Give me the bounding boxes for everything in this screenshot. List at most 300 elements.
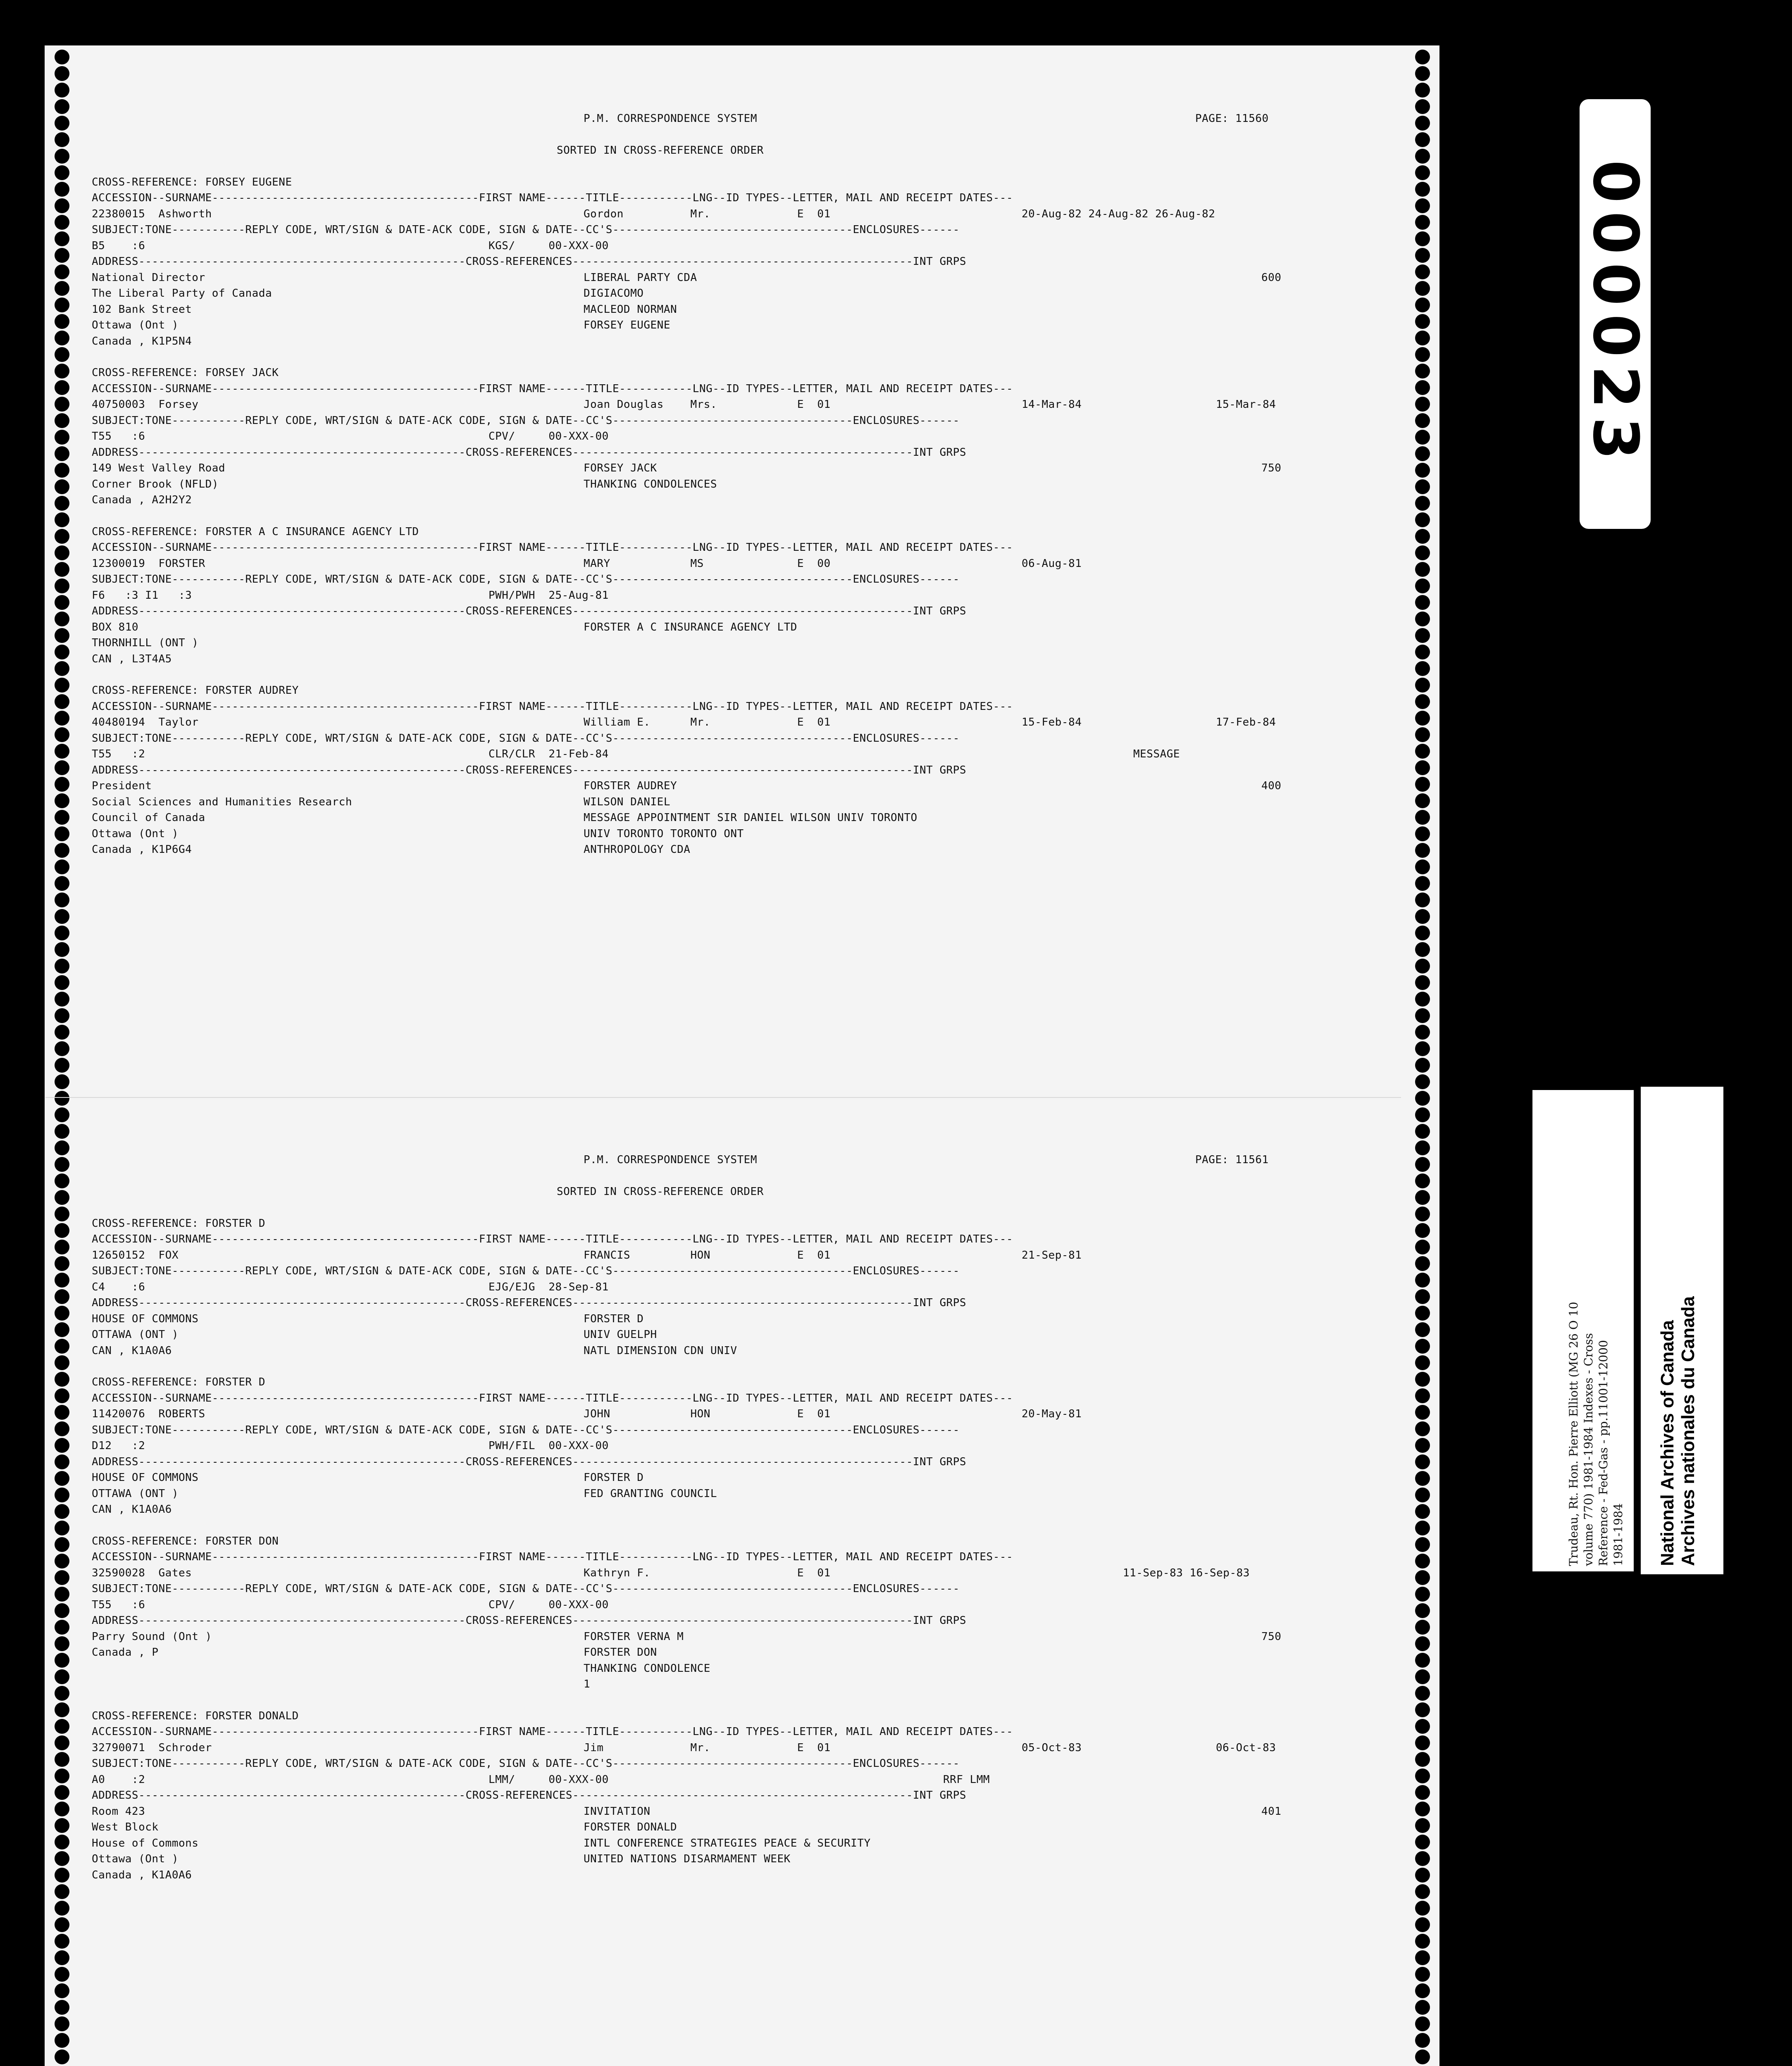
feed-hole <box>55 1768 69 1783</box>
feed-hole <box>1415 1074 1430 1089</box>
record-field: FORSEY EUGENE <box>584 319 670 331</box>
feed-hole <box>1415 1190 1430 1205</box>
feed-hole <box>1415 843 1430 858</box>
record-field: THORNHILL (ONT ) <box>92 637 199 649</box>
feed-hole <box>1415 1421 1430 1436</box>
record-line <box>92 206 1389 222</box>
feed-hole <box>1415 1289 1430 1304</box>
feed-hole <box>55 1074 69 1089</box>
record-line <box>92 1597 1389 1613</box>
feed-hole <box>1415 1405 1430 1420</box>
feed-hole <box>1415 1438 1430 1453</box>
feed-hole <box>1415 1587 1430 1602</box>
feed-hole <box>1415 2049 1430 2064</box>
record-field: Parry Sound (Ont ) <box>92 1630 212 1643</box>
record-field: SUBJECT:TONE-----------REPLY CODE, WRT/SIGN & DATE-ACK CODE, SIGN & DATE--CC'S------------------------------------ENCLOSURES------ <box>92 1757 960 1770</box>
cross-reference-heading: CROSS-REFERENCE: FORSTER A C INSURANCE AGENCY LTD <box>92 525 419 538</box>
feed-hole <box>1415 661 1430 676</box>
feed-hole <box>55 99 69 114</box>
record-field: Canada , K1P5N4 <box>92 335 192 348</box>
feed-hole <box>55 1388 69 1403</box>
feed-hole <box>55 1537 69 1552</box>
feed-hole <box>55 83 69 98</box>
feed-hole <box>1415 1851 1430 1866</box>
record-field: SUBJECT:TONE-----------REPLY CODE, WRT/SIGN & DATE-ACK CODE, SIGN & DATE--CC'S------------------------------------ENCLOSURES------ <box>92 732 960 745</box>
feed-hole <box>1415 182 1430 197</box>
feed-hole <box>55 645 69 659</box>
feed-hole <box>55 1868 69 1883</box>
record-line <box>92 1581 1389 1597</box>
feed-hole <box>55 727 69 742</box>
feed-hole <box>55 1289 69 1304</box>
record-field: 15-Feb-84 <box>1022 716 1082 728</box>
feed-hole <box>55 1421 69 1436</box>
record-line <box>92 556 1389 572</box>
feed-hole <box>55 1818 69 1833</box>
record-field: 750 <box>1261 462 1282 474</box>
feed-hole <box>1415 1223 1430 1238</box>
feed-hole <box>55 347 69 362</box>
record-line <box>92 1661 1389 1677</box>
feed-hole <box>1415 694 1430 709</box>
feed-hole <box>55 926 69 940</box>
record-line <box>92 1772 1389 1788</box>
feed-hole <box>55 777 69 792</box>
record-line <box>92 778 1389 794</box>
record-field: LIBERAL PARTY CDA <box>584 271 697 284</box>
feed-hole <box>1415 50 1430 64</box>
record-field: T55 :2 <box>92 748 145 760</box>
feed-hole <box>55 1521 69 1535</box>
feed-hole <box>55 1058 69 1073</box>
feed-hole <box>1415 1025 1430 1040</box>
feed-hole <box>55 1157 69 1172</box>
feed-hole <box>1415 496 1430 511</box>
record-line <box>92 1676 1389 1692</box>
feed-hole <box>55 975 69 990</box>
feed-hole <box>1415 1752 1430 1767</box>
feed-hole <box>1415 1818 1430 1833</box>
record-field: MESSAGE APPOINTMENT SIR DANIEL WILSON UNIV TORONTO <box>584 812 917 824</box>
archive-description <box>1566 1302 1626 1566</box>
feed-hole <box>1415 727 1430 742</box>
cross-reference-heading: CROSS-REFERENCE: FORSTER DONALD <box>92 1709 299 1722</box>
feed-hole <box>55 1207 69 1221</box>
feed-hole <box>55 826 69 841</box>
feed-hole <box>55 744 69 759</box>
record-line <box>92 1231 1389 1247</box>
record-line <box>92 1565 1389 1581</box>
feed-hole <box>55 1901 69 1916</box>
record-field: 14-Mar-84 <box>1022 398 1082 411</box>
record-line <box>92 1756 1389 1772</box>
record-field: JOHN HON E 01 <box>584 1408 831 1420</box>
record-line <box>92 1279 1389 1295</box>
record-field: ACCESSION--SURNAME----------------------------------------FIRST NAME------TITLE-----------LNG--ID TYPES--LETTER, MAIL AND RECEIPT DATES--- <box>92 192 1013 204</box>
record-field: 20-May-81 <box>1022 1408 1082 1420</box>
feed-hole <box>1415 926 1430 940</box>
feed-hole <box>55 1934 69 1949</box>
record-field: ADDRESS-------------------------------------------------CROSS-REFERENCES---------------------------------------------------INT GRPS <box>92 446 967 459</box>
record-field: Canada , A2H2Y2 <box>92 494 192 506</box>
feed-hole <box>1415 1322 1430 1337</box>
feed-hole <box>55 562 69 577</box>
record-field: ACCESSION--SURNAME----------------------------------------FIRST NAME------TITLE-----------LNG--ID TYPES--LETTER, MAIL AND RECEIPT DATES--- <box>92 382 1013 395</box>
feed-hole <box>55 1438 69 1453</box>
system-title: P.M. CORRESPONDENCE SYSTEM <box>584 112 757 125</box>
index-record <box>92 683 1389 858</box>
system-title: P.M. CORRESPONDENCE SYSTEM <box>584 1154 757 1166</box>
feed-hole <box>55 1190 69 1205</box>
feed-hole <box>1415 529 1430 544</box>
feed-hole <box>1415 1471 1430 1486</box>
record-field: D12 :2 <box>92 1440 145 1452</box>
record-line <box>92 1629 1389 1645</box>
record-field: 11-Sep-83 16-Sep-83 <box>1123 1566 1250 1579</box>
feed-hole <box>55 116 69 131</box>
record-line <box>92 1438 1389 1454</box>
record-field: FORSTER VERNA M <box>584 1630 684 1643</box>
feed-hole <box>55 1140 69 1155</box>
feed-hole <box>1415 1388 1430 1403</box>
record-field: 1 <box>584 1678 591 1690</box>
index-record <box>92 174 1389 350</box>
record-field: UNIV TORONTO TORONTO ONT <box>584 827 744 840</box>
feed-hole <box>1415 215 1430 230</box>
feed-hole <box>1415 959 1430 973</box>
record-line <box>92 1851 1389 1867</box>
feed-hole <box>55 66 69 81</box>
feed-hole <box>55 711 69 726</box>
feed-hole <box>1415 1058 1430 1073</box>
record-line <box>92 286 1389 302</box>
record-line <box>92 222 1389 238</box>
record-field: SUBJECT:TONE-----------REPLY CODE, WRT/SIGN & DATE-ACK CODE, SIGN & DATE--CC'S------------------------------------ENCLOSURES------ <box>92 414 960 427</box>
feed-hole <box>55 2016 69 2031</box>
feed-hole <box>55 810 69 825</box>
archive-line-1: Trudeau, Rt. Hon. Pierre Elliott (MG 26 O 10 <box>1567 1302 1580 1566</box>
feed-hole <box>1415 347 1430 362</box>
feed-hole <box>55 1752 69 1767</box>
record-line <box>92 1247 1389 1264</box>
record-line <box>92 1645 1389 1661</box>
feed-hole <box>55 1570 69 1585</box>
feed-hole <box>55 479 69 494</box>
record-field: FORSTER A C INSURANCE AGENCY LTD <box>584 621 797 633</box>
record-field: ADDRESS-------------------------------------------------CROSS-REFERENCES---------------------------------------------------INT GRPS <box>92 764 967 776</box>
feed-hole <box>1415 545 1430 560</box>
record-field: The Liberal Party of Canada <box>92 287 272 300</box>
record-field: William E. Mr. E 01 <box>584 716 831 728</box>
feed-hole <box>1415 1653 1430 1668</box>
feed-hole <box>55 1587 69 1602</box>
feed-hole <box>55 1950 69 1965</box>
feed-hole <box>55 1454 69 1469</box>
feed-hole <box>1415 248 1430 263</box>
feed-hole <box>1415 1702 1430 1717</box>
record-field: 15-Mar-84 <box>1216 398 1276 411</box>
record-field: EJG/EJG 28-Sep-81 <box>489 1281 609 1293</box>
index-record <box>92 1708 1389 1883</box>
record-line <box>92 714 1389 731</box>
feed-hole <box>55 1702 69 1717</box>
record-line <box>92 492 1389 508</box>
feed-hole <box>55 1041 69 1056</box>
record-field: CPV/ 00-XXX-00 <box>489 430 609 443</box>
record-field: 102 Bank Street <box>92 303 192 316</box>
feed-hole <box>1415 1240 1430 1254</box>
record-field: OTTAWA (ONT ) <box>92 1487 179 1500</box>
index-record <box>92 1533 1389 1692</box>
feed-hole <box>55 149 69 164</box>
feed-hole <box>1415 132 1430 147</box>
record-field: FED GRANTING COUNCIL <box>584 1487 717 1500</box>
feed-hole <box>55 595 69 610</box>
record-line <box>92 381 1389 397</box>
feed-hole <box>1415 1041 1430 1056</box>
record-field: Kathryn F. E 01 <box>584 1566 831 1579</box>
record-line <box>92 413 1389 429</box>
perforation-line <box>45 1097 1401 1098</box>
record-line <box>92 588 1389 604</box>
feed-hole <box>55 678 69 693</box>
record-field: 12650152 FOX <box>92 1249 179 1261</box>
feed-hole <box>55 1967 69 1982</box>
record-line <box>92 619 1389 636</box>
record-field: F6 :3 I1 :3 <box>92 589 192 602</box>
record-line <box>92 1406 1389 1422</box>
record-line <box>92 810 1389 826</box>
feed-hole <box>1415 1901 1430 1916</box>
record-line <box>92 445 1389 461</box>
feed-hole <box>55 264 69 279</box>
feed-hole <box>55 760 69 775</box>
feed-hole <box>1415 1554 1430 1569</box>
feed-hole <box>55 1124 69 1139</box>
cross-reference-heading: CROSS-REFERENCE: FORSEY EUGENE <box>92 176 292 188</box>
record-field: MARY MS E 00 <box>584 557 831 570</box>
record-field: THANKING CONDOLENCE <box>584 1662 710 1675</box>
feed-hole <box>55 2049 69 2064</box>
feed-hole <box>55 2033 69 2048</box>
record-line <box>92 1788 1389 1804</box>
feed-hole <box>1415 2033 1430 2048</box>
cross-reference-heading: CROSS-REFERENCE: FORSEY JACK <box>92 367 279 379</box>
index-record <box>92 1216 1389 1359</box>
record-field: 17-Feb-84 <box>1216 716 1276 728</box>
feed-hole <box>1415 66 1430 81</box>
feed-hole <box>1415 595 1430 610</box>
record-line <box>92 1311 1389 1327</box>
cross-reference-heading: CROSS-REFERENCE: FORSTER D <box>92 1217 265 1230</box>
feed-hole <box>55 1620 69 1635</box>
record-field: FORSTER DONALD <box>584 1821 677 1833</box>
feed-hole <box>1415 430 1430 445</box>
feed-hole <box>1415 1107 1430 1122</box>
record-line <box>92 762 1389 778</box>
record-field: ANTHROPOLOGY CDA <box>584 843 691 856</box>
index-record <box>92 524 1389 667</box>
record-field: 401 <box>1261 1805 1282 1818</box>
feed-hole <box>55 1355 69 1370</box>
feed-hole <box>55 331 69 345</box>
feed-hole <box>55 380 69 395</box>
record-field: CAN , K1A0A6 <box>92 1344 172 1357</box>
feed-hole <box>1415 562 1430 577</box>
feed-hole <box>55 1835 69 1849</box>
record-line <box>92 1454 1389 1470</box>
record-line <box>92 238 1389 254</box>
institution-fr: Archives nationales du Canada <box>1678 1296 1698 1566</box>
record-field: ACCESSION--SURNAME----------------------------------------FIRST NAME------TITLE-----------LNG--ID TYPES--LETTER, MAIL AND RECEIPT DATES--- <box>92 700 1013 713</box>
page-number: PAGE: 11560 <box>1195 112 1269 125</box>
record-field: Corner Brook (NFLD) <box>92 478 219 490</box>
record-field: PWH/PWH 25-Aug-81 <box>489 589 609 602</box>
feed-hole <box>55 364 69 378</box>
frame-number-text: 000023 <box>1579 159 1651 469</box>
cross-reference-heading: CROSS-REFERENCE: FORSTER DON <box>92 1535 279 1547</box>
record-line <box>92 333 1389 350</box>
feed-hole <box>1415 479 1430 494</box>
feed-hole <box>1415 1785 1430 1800</box>
feed-hole <box>1415 612 1430 626</box>
feed-hole <box>1415 1669 1430 1684</box>
cross-reference-heading: CROSS-REFERENCE: FORSTER AUDREY <box>92 684 299 697</box>
record-field: ACCESSION--SURNAME----------------------------------------FIRST NAME------TITLE-----------LNG--ID TYPES--LETTER, MAIL AND RECEIPT DATES--- <box>92 1726 1013 1738</box>
sort-order: SORTED IN CROSS-REFERENCE ORDER <box>557 144 764 157</box>
feed-hole <box>55 1223 69 1238</box>
feed-hole <box>55 876 69 891</box>
record-line <box>92 1867 1389 1883</box>
frame-number <box>1580 99 1651 529</box>
feed-hole <box>55 198 69 213</box>
record-field: Jim Mr. E 01 <box>584 1741 831 1754</box>
feed-hole <box>55 1719 69 1734</box>
feed-hole <box>1415 760 1430 775</box>
feed-hole <box>55 1306 69 1321</box>
feed-hole <box>1415 165 1430 180</box>
record-field: Room 423 <box>92 1805 145 1818</box>
record-line <box>92 476 1389 493</box>
feed-hole <box>55 1686 69 1701</box>
feed-hole <box>1415 116 1430 131</box>
feed-hole <box>55 512 69 527</box>
record-line <box>92 1422 1389 1438</box>
record-field: Gordon Mr. E 01 <box>584 207 831 220</box>
feed-hole <box>55 1851 69 1866</box>
record-field: President <box>92 780 152 792</box>
feed-hole <box>1415 1735 1430 1750</box>
feed-hole <box>55 1884 69 1899</box>
feed-hole <box>1415 397 1430 412</box>
record-line <box>92 794 1389 810</box>
record-field: UNITED NATIONS DISARMAMENT WEEK <box>584 1853 791 1865</box>
record-field: ADDRESS-------------------------------------------------CROSS-REFERENCES---------------------------------------------------INT GRPS <box>92 1614 967 1627</box>
feed-hole <box>55 215 69 230</box>
feed-hole <box>1415 1339 1430 1354</box>
record-field: 40750003 Forsey <box>92 398 199 411</box>
record-field: HOUSE OF COMMONS <box>92 1471 199 1484</box>
record-field: Canada , K1P6G4 <box>92 843 192 856</box>
feed-hole <box>1415 1372 1430 1387</box>
feed-hole <box>1415 1355 1430 1370</box>
record-line <box>92 397 1389 413</box>
feed-hole <box>1415 1504 1430 1519</box>
feed-hole <box>55 694 69 709</box>
feed-hole <box>1415 1719 1430 1734</box>
feed-hole <box>1415 1256 1430 1271</box>
feed-hole <box>1415 463 1430 478</box>
record-line <box>92 1390 1389 1407</box>
feed-hole <box>1415 1917 1430 1932</box>
record-field: FORSTER DON <box>584 1646 657 1659</box>
record-field: 600 <box>1261 271 1282 284</box>
archive-line-3: Reference - Fed-Gas - pp.11001-12000 <box>1597 1340 1610 1566</box>
feed-hole <box>1415 83 1430 98</box>
record-field: PWH/FIL 00-XXX-00 <box>489 1440 609 1452</box>
archive-line-4: 1981-1984 <box>1611 1503 1625 1566</box>
record-line <box>92 317 1389 333</box>
record-field: Canada , P <box>92 1646 159 1659</box>
feed-hole <box>1415 909 1430 924</box>
record-line <box>92 1724 1389 1740</box>
feed-hole <box>1415 876 1430 891</box>
feed-hole <box>1415 446 1430 461</box>
feed-hole <box>1415 1173 1430 1188</box>
record-field: BOX 810 <box>92 621 139 633</box>
feed-hole <box>55 397 69 412</box>
feed-hole <box>1415 314 1430 329</box>
record-field: ADDRESS-------------------------------------------------CROSS-REFERENCES---------------------------------------------------INT GRPS <box>92 1297 967 1309</box>
record-line <box>92 1740 1389 1756</box>
record-field: ACCESSION--SURNAME----------------------------------------FIRST NAME------TITLE-----------LNG--ID TYPES--LETTER, MAIL AND RECEIPT DATES--- <box>92 1392 1013 1404</box>
feed-hole <box>55 893 69 907</box>
record-line <box>92 1549 1389 1565</box>
record-field: SUBJECT:TONE-----------REPLY CODE, WRT/SIGN & DATE-ACK CODE, SIGN & DATE--CC'S------------------------------------ENCLOSURES------ <box>92 224 960 236</box>
feed-hole <box>55 1802 69 1816</box>
feed-hole <box>1415 744 1430 759</box>
feed-hole <box>55 1107 69 1122</box>
record-field: SUBJECT:TONE-----------REPLY CODE, WRT/SIGN & DATE-ACK CODE, SIGN & DATE--CC'S------------------------------------ENCLOSURES------ <box>92 573 960 586</box>
feed-hole <box>55 2000 69 2015</box>
feed-hole <box>55 1322 69 1337</box>
feed-hole <box>1415 149 1430 164</box>
record-field: 06-Aug-81 <box>1022 557 1082 570</box>
feed-hole <box>55 1091 69 1106</box>
record-field: DIGIACOMO <box>584 287 644 300</box>
feed-hole <box>55 959 69 973</box>
record-field: 32590028 Gates <box>92 1566 192 1579</box>
feed-hole <box>1415 975 1430 990</box>
feed-hole <box>55 1008 69 1023</box>
feed-hole <box>1415 893 1430 907</box>
record-line <box>92 603 1389 619</box>
feed-hole <box>1415 678 1430 693</box>
feed-hole <box>55 1471 69 1486</box>
record-line <box>92 571 1389 588</box>
feed-hole <box>1415 1008 1430 1023</box>
feed-hole <box>1415 859 1430 874</box>
feed-hole <box>1415 1140 1430 1155</box>
record-line <box>92 254 1389 270</box>
feed-hole <box>55 942 69 957</box>
feed-hole <box>1415 1802 1430 1816</box>
record-line <box>92 1343 1389 1359</box>
feed-hole <box>55 909 69 924</box>
feed-hole <box>55 529 69 544</box>
feed-hole <box>55 1339 69 1354</box>
feed-hole <box>1415 793 1430 808</box>
